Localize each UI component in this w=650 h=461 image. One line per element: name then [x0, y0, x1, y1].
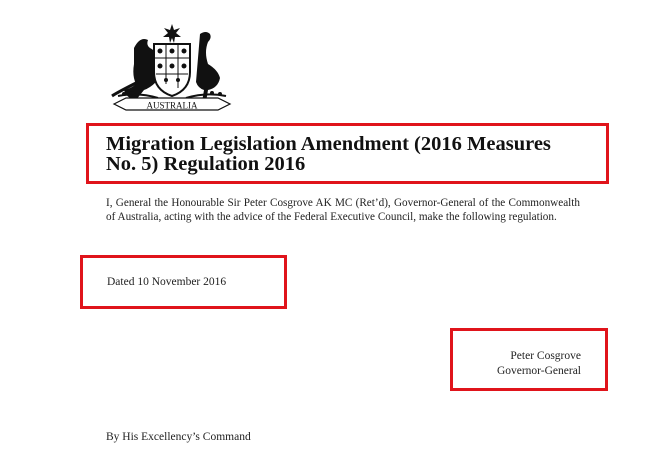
regulation-title	[106, 134, 602, 174]
signatory-role: Governor-General	[496, 365, 581, 377]
signatory-name: Peter Cosgrove	[510, 350, 581, 362]
signature-block	[497, 349, 581, 379]
commonwealth-coat-of-arms-icon	[104, 22, 240, 114]
regulation-title-line-1: Migration Legislation Amendment (2016 Measures	[106, 133, 551, 155]
command-line: By His Excellency’s Command	[106, 431, 251, 443]
coat-of-arms	[104, 22, 240, 114]
regulation-title-line-2: No. 5) Regulation 2016	[106, 153, 306, 175]
dated-line: Dated 10 November 2016	[107, 276, 227, 288]
crest-ribbon-text: AUSTRALIA	[146, 100, 198, 111]
enacting-preamble: I, General the Honourable Sir Peter Cosgrove AK MC (Ret’d), Governor-General of the Commonwealth of Australia, acting with the advice of the Federal Executive Council, make the following regulation.	[106, 197, 580, 223]
